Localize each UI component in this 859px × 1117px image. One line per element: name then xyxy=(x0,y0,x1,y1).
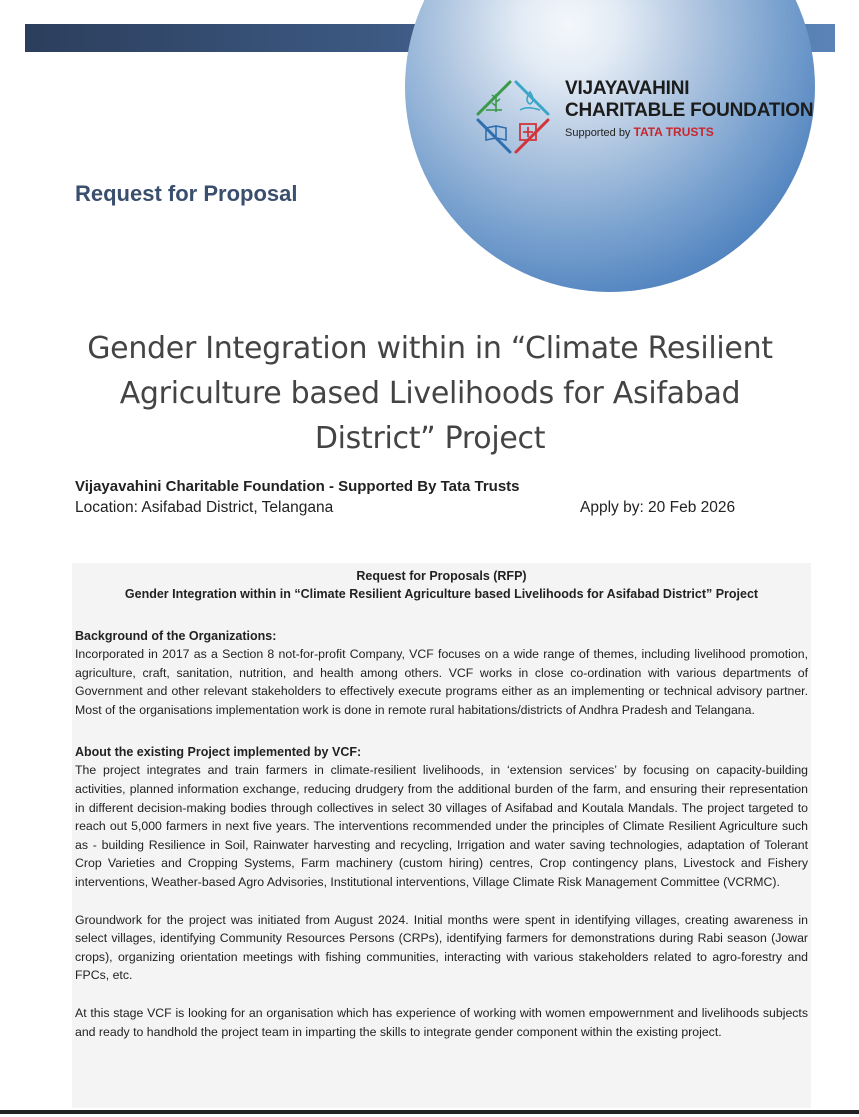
organization-line: Vijayavahini Charitable Foundation - Supported By Tata Trusts xyxy=(75,478,520,495)
document-type-label: Request for Proposal xyxy=(75,181,298,206)
apply-by-date: Apply by: 20 Feb 2026 xyxy=(580,499,736,516)
vcf-logo xyxy=(472,72,812,156)
logo-supported-by xyxy=(565,125,813,139)
main-title xyxy=(60,326,800,461)
project-paragraph: The project integrates and train farmers in climate-resilient livelihoods, in ‘extension services’ by focusing on capacity-building activities, planned information exchange, reducing drudgery from the additional burden of the farm, and ensuring their representation in different decision-making bodies through collectives in select 30 villages of Asifabad and Koutala Mandals. The project targeted to reach out 5,000 farmers in next five years. The interventions recommended under the principles of Climate Resilient Agriculture such as - building Resilience in Soil, Rainwater harvesting and recycling, Irrigation and water saving technologies, adaptation of Tolerant Crop Varieties and Cropping Systems, Farm machinery (custom hiring) centres, Crop contingency plans, Livestock and Fishery interventions, Weather-based Agro Advisories, Institutional interventions, Village Climate Risk Management Committee (VCRMC). xyxy=(75,763,808,889)
vcf-logo-icon xyxy=(472,76,554,158)
background-section-title: Background of the Organizations: xyxy=(75,629,277,643)
page-bottom-rule xyxy=(0,1110,859,1114)
logo-name-line1: VIJAYAVAHINI xyxy=(565,78,690,99)
rfp-content-box xyxy=(72,563,811,1108)
project-section-title: About the existing Project implemented by VCF: xyxy=(75,745,362,760)
background-paragraph: Incorporated in 2017 as a Section 8 not-for-profit Company, VCF focuses on a wide range of themes, including livelihood promotion, agriculture, craft, sanitation, nutrition, and health among others. VCF works in close co-ordination with various departments of Government and other relevant stakeholders to effectively execute programs either as an implementing or technical advisory partner. Most of the organisations implementation work is done in remote rural habitations/districts of Andhra Pradesh and Telangana. xyxy=(75,647,808,717)
groundwork-paragraph: Groundwork for the project was initiated from August 2024. Initial months were spent in identifying villages, creating awareness in select villages, identifying Community Resources Persons (CRPs), identifying farmers for demonstrations during Rabi season (Jowar crops), organizing orientation meetings with fishing communities, interacting with various stakeholders related to agro-forestry and FPCs, etc. xyxy=(75,912,808,983)
current-stage-paragraph: At this stage VCF is looking for an organisation which has experience of working with women empowernment and livelihoods subjects and ready to handhold the project team in imparting the skills to integrate gender component within the existing project. xyxy=(75,1005,808,1039)
logo-name-line2: CHARITABLE FOUNDATION xyxy=(565,100,814,121)
location-line: Location: Asifabad District, Telangana xyxy=(75,499,334,516)
rfp-heading: Request for Proposals (RFP) xyxy=(356,569,527,583)
main-title-line: Gender Integration within in “Climate Resilient xyxy=(87,331,773,366)
logo-supported-prefix: Supported by xyxy=(565,127,631,139)
rfp-subheading: Gender Integration within in “Climate Resilient Agriculture based Livelihoods for Asifabad District” Project xyxy=(124,587,759,601)
logo-tata-trusts: TATA TRUSTS xyxy=(633,125,714,139)
main-title-line: Agriculture based Livelihoods for Asifabad xyxy=(119,376,741,411)
logo-text xyxy=(565,78,813,139)
main-title-line: District” Project xyxy=(314,421,546,456)
